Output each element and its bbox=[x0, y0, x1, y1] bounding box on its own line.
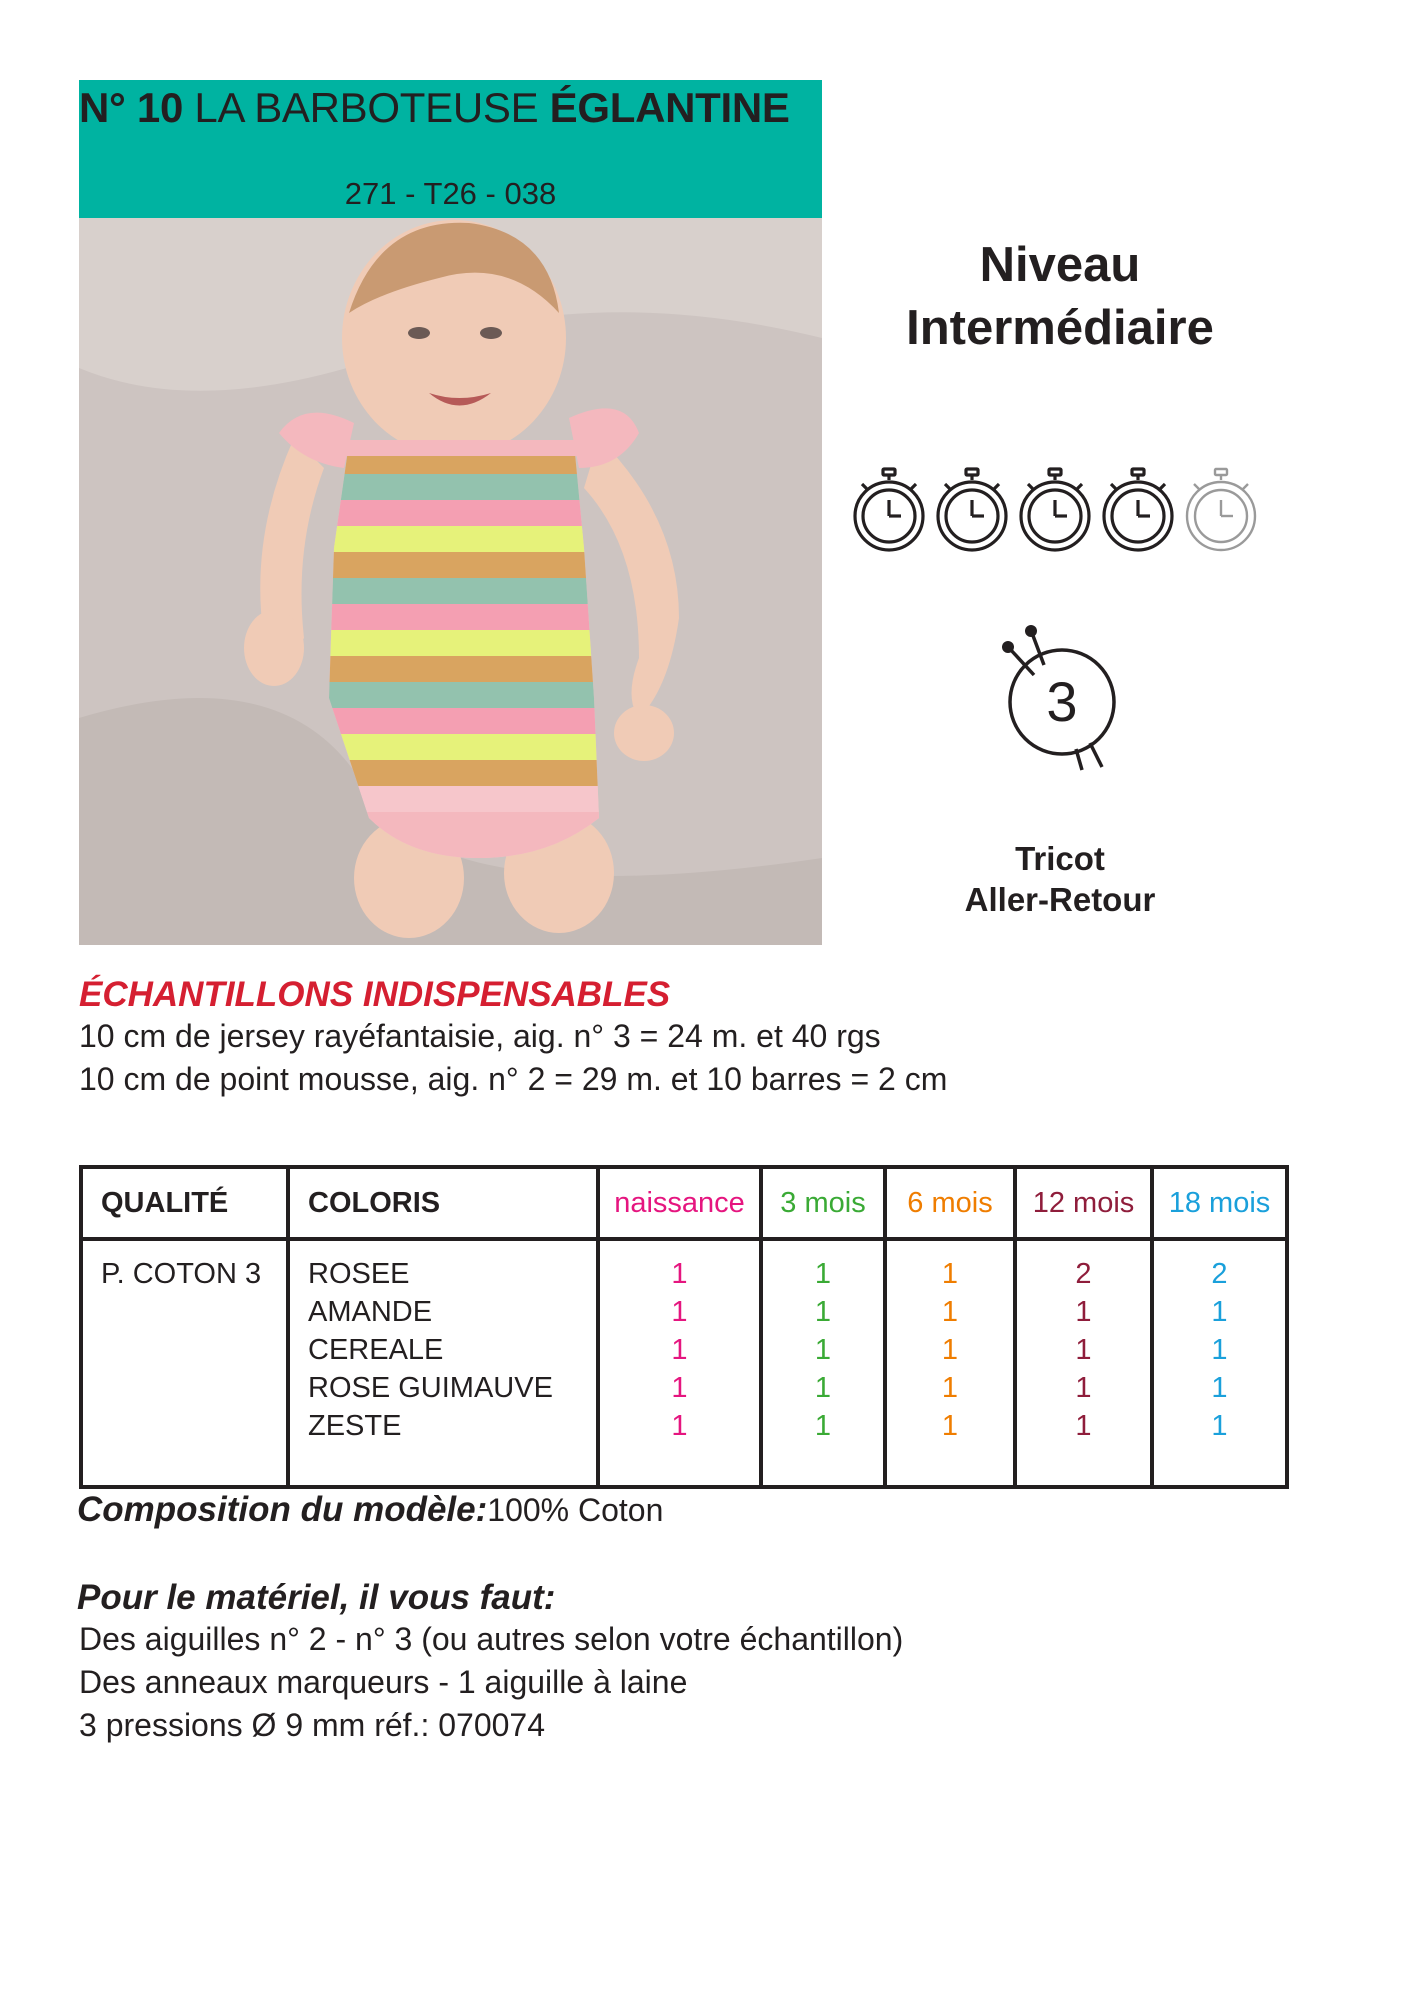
sample-line: 10 cm de jersey rayéfantaisie, aig. n° 3 = 24 m. et 40 rgs bbox=[79, 1018, 881, 1054]
quantity-column bbox=[598, 1239, 761, 1487]
header-quality: QUALITÉ bbox=[81, 1167, 288, 1239]
pattern-name-bold: ÉGLANTINE bbox=[549, 84, 790, 131]
pattern-title bbox=[79, 84, 790, 132]
technique-line1: Tricot bbox=[1015, 840, 1105, 877]
quantity-value: 1 bbox=[814, 1372, 832, 1404]
quantity-value: 1 bbox=[814, 1334, 832, 1366]
quantity-value: 1 bbox=[671, 1372, 688, 1404]
quantity-value: 1 bbox=[671, 1258, 688, 1290]
header-size: 12 mois bbox=[1015, 1167, 1152, 1239]
samples-heading: ÉCHANTILLONS INDISPENSABLES bbox=[79, 975, 671, 1014]
quantity-value: 2 bbox=[1075, 1258, 1092, 1290]
composition bbox=[77, 1490, 663, 1530]
header-size: 18 mois bbox=[1152, 1167, 1287, 1239]
color-name: ROSE GUIMAUVE bbox=[308, 1372, 553, 1404]
quantity-value: 2 bbox=[1211, 1258, 1228, 1290]
quantity-value: 1 bbox=[814, 1258, 832, 1290]
quantity-value: 1 bbox=[671, 1410, 688, 1442]
material-line: Des aiguilles n° 2 - n° 3 (ou autres selon votre échantillon) bbox=[79, 1621, 904, 1657]
quality-value: P. COTON 3 bbox=[101, 1258, 262, 1290]
level-label: Niveau bbox=[979, 238, 1141, 292]
quantity-column bbox=[885, 1239, 1015, 1487]
header-colors: COLORIS bbox=[288, 1167, 598, 1239]
stopwatch-icon-empty bbox=[1182, 466, 1260, 554]
quantity-value: 1 bbox=[671, 1334, 688, 1366]
quantity-value: 1 bbox=[1075, 1334, 1092, 1366]
level-value: Intermédiaire bbox=[906, 301, 1214, 355]
quantity-value: 1 bbox=[1075, 1410, 1092, 1442]
color-name: CEREALE bbox=[308, 1334, 444, 1366]
quantity-value: 1 bbox=[1211, 1410, 1228, 1442]
pattern-name: LA BARBOTEUSE bbox=[194, 84, 539, 131]
quantity-column bbox=[1152, 1239, 1287, 1487]
quantity-value: 1 bbox=[1211, 1334, 1228, 1366]
quantity-column bbox=[1015, 1239, 1152, 1487]
quality-cell bbox=[81, 1239, 288, 1487]
quantity-value: 1 bbox=[941, 1372, 959, 1404]
table-row bbox=[81, 1239, 1287, 1487]
table-header-row bbox=[81, 1167, 1287, 1239]
reference-code: 271 - T26 - 038 bbox=[344, 176, 557, 211]
quantity-value: 1 bbox=[814, 1296, 832, 1328]
material-line: Des anneaux marqueurs - 1 aiguille à laine bbox=[79, 1664, 688, 1700]
quantity-value: 1 bbox=[814, 1410, 832, 1442]
pattern-number: N° 10 bbox=[79, 84, 184, 131]
yarn-quantity-table bbox=[79, 1165, 1289, 1489]
baby-romper-photo bbox=[79, 218, 822, 945]
header-size: 3 mois bbox=[761, 1167, 885, 1239]
technique-line2: Aller-Retour bbox=[964, 881, 1156, 918]
material-line: 3 pressions Ø 9 mm réf.: 070074 bbox=[79, 1707, 545, 1743]
colors-cell bbox=[288, 1239, 598, 1487]
needle-size: 3 bbox=[1046, 670, 1078, 733]
header-size: 6 mois bbox=[885, 1167, 1015, 1239]
difficulty-level bbox=[835, 234, 1285, 360]
quantity-value: 1 bbox=[941, 1410, 959, 1442]
needle-size-icon bbox=[990, 625, 1120, 773]
stopwatch-icon bbox=[1099, 466, 1177, 554]
quantity-value: 1 bbox=[1075, 1296, 1092, 1328]
stopwatch-icon bbox=[850, 466, 928, 554]
quantity-value: 1 bbox=[941, 1334, 959, 1366]
quantity-value: 1 bbox=[941, 1258, 959, 1290]
header-size: naissance bbox=[598, 1167, 761, 1239]
material-heading: Pour le matériel, il vous faut: bbox=[77, 1578, 556, 1617]
quantity-value: 1 bbox=[1075, 1372, 1092, 1404]
color-name: ROSEE bbox=[308, 1258, 410, 1290]
color-name: AMANDE bbox=[308, 1296, 433, 1328]
quantity-column bbox=[761, 1239, 885, 1487]
sample-line: 10 cm de point mousse, aig. n° 2 = 29 m. et 10 barres = 2 cm bbox=[79, 1061, 948, 1097]
time-rating bbox=[850, 466, 1260, 556]
composition-value: 100% Coton bbox=[487, 1492, 664, 1528]
stopwatch-icon bbox=[1016, 466, 1094, 554]
quantity-value: 1 bbox=[941, 1296, 959, 1328]
composition-label: Composition du modèle: bbox=[77, 1490, 488, 1529]
color-name: ZESTE bbox=[308, 1410, 402, 1442]
quantity-value: 1 bbox=[671, 1296, 688, 1328]
knitting-technique bbox=[855, 838, 1265, 920]
quantity-value: 1 bbox=[1211, 1372, 1228, 1404]
quantity-value: 1 bbox=[1211, 1296, 1228, 1328]
stopwatch-icon bbox=[933, 466, 1011, 554]
